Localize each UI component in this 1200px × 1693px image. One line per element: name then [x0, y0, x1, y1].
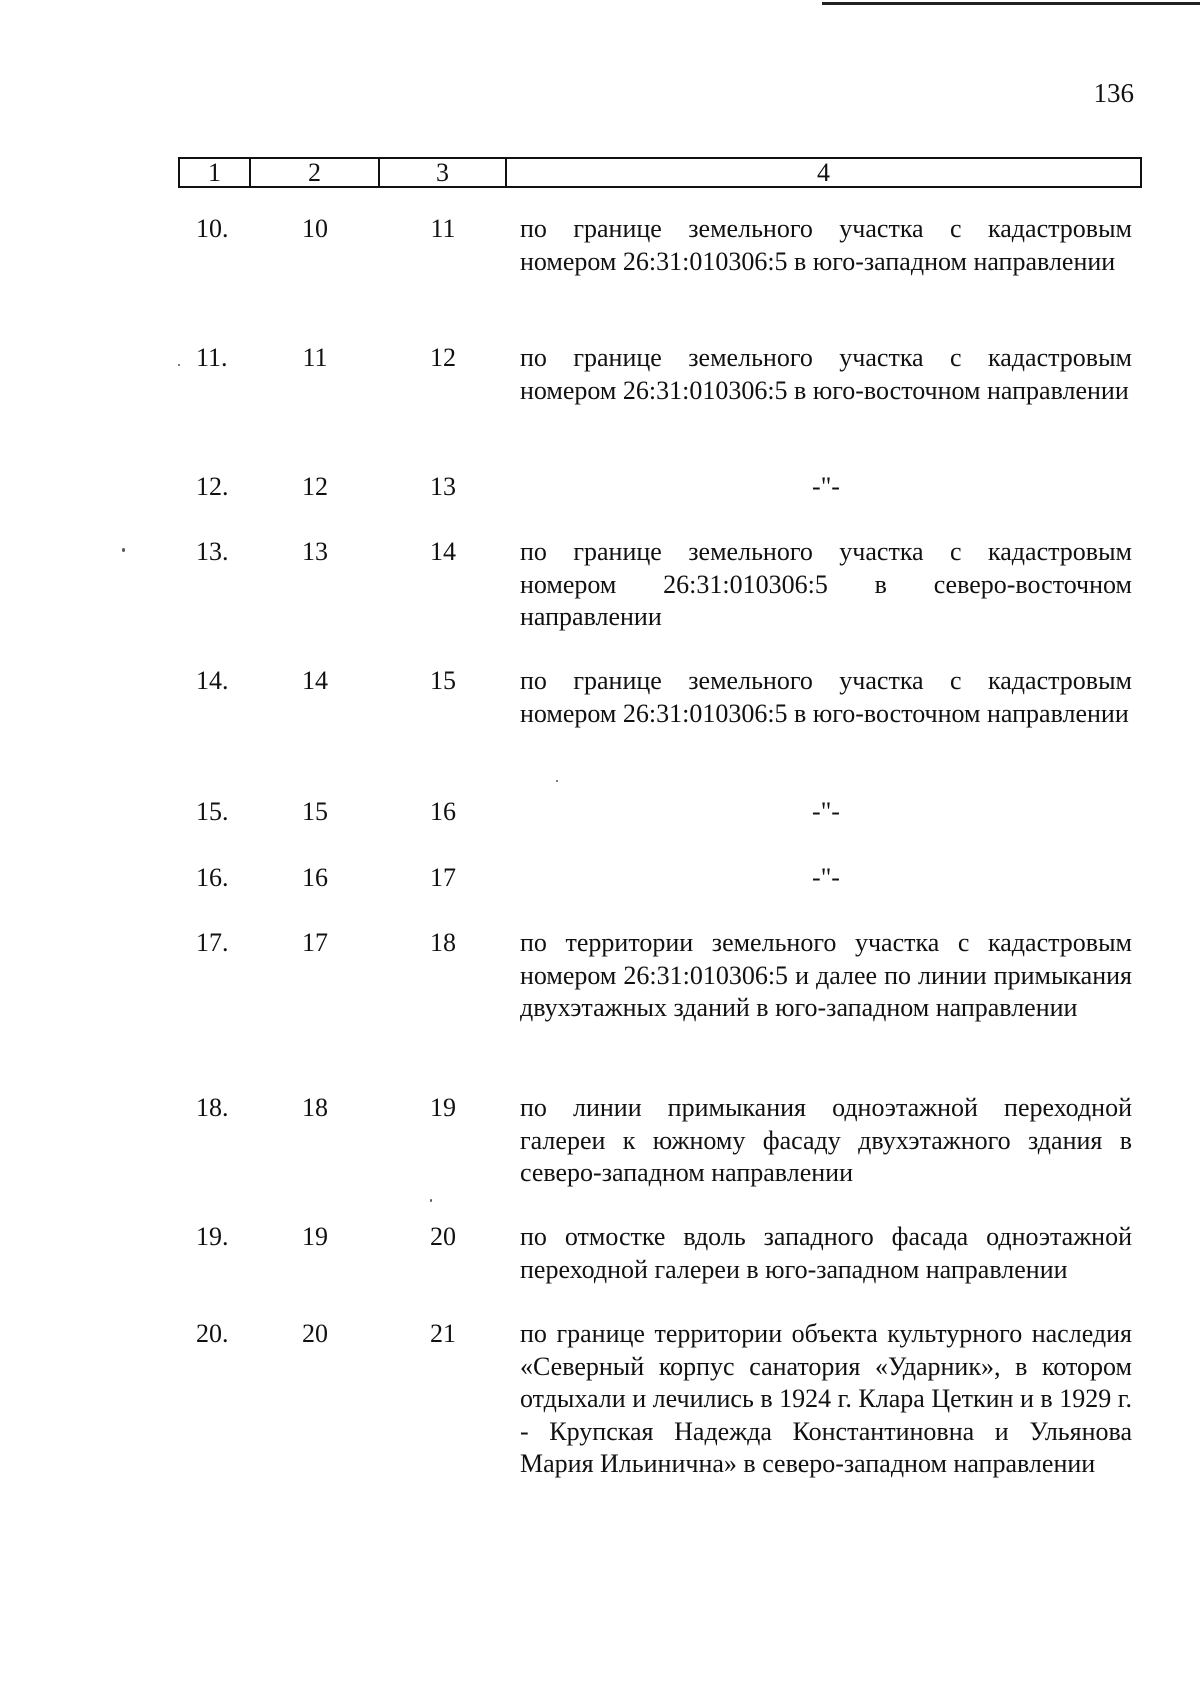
scan-speck — [430, 1199, 432, 1202]
boundary-description: по отмостке вдоль западного фасада одноэтажной переходной галереи в юго-западном направлении — [520, 1222, 1132, 1284]
boundary-description: по границе земельного участка с кадастровым номером 26:31:010306:5 в юго-восточном направлении — [520, 666, 1132, 728]
point-to: 19 — [430, 1093, 456, 1122]
row-number: 19. — [196, 1222, 229, 1251]
point-to: 18 — [430, 928, 456, 957]
point-to: 14 — [430, 537, 456, 566]
boundary-description: по границе земельного участка с кадастровым номером 26:31:010306:5 в северо-восточном направлении — [520, 537, 1132, 631]
point-from: 16 — [302, 863, 328, 892]
point-from: 13 — [302, 537, 328, 566]
scan-speck — [178, 364, 180, 366]
row-number: 13. — [196, 537, 229, 566]
ditto-mark: -"- — [812, 472, 840, 501]
row-number: 18. — [196, 1093, 229, 1122]
point-to: 15 — [430, 666, 456, 695]
point-to: 20 — [430, 1222, 456, 1251]
ditto-mark: -"- — [812, 863, 840, 892]
boundary-description: по границе территории объекта культурного наследия «Северный корпус санатория «Ударник», в котором отдыхали и лечились в 1924 г. Клара Цеткин и в 1929 г. - Крупская Надежда Константиновна и Ульянова Мария Ильинична» в северо-западном направлении — [520, 1319, 1132, 1478]
point-from: 20 — [302, 1319, 328, 1348]
table-header — [178, 157, 1142, 188]
point-from: 11 — [302, 343, 328, 372]
point-from: 14 — [302, 666, 328, 695]
row-number: 10. — [196, 214, 229, 243]
header-cell-1: 1 — [180, 159, 251, 186]
row-number: 15. — [196, 797, 229, 826]
point-to: 17 — [430, 863, 456, 892]
row-number: 11. — [196, 343, 228, 372]
point-to: 16 — [430, 797, 456, 826]
point-from: 18 — [302, 1093, 328, 1122]
ditto-mark: -"- — [812, 797, 840, 826]
header-cell-3: 3 — [380, 159, 507, 186]
point-from: 19 — [302, 1222, 328, 1251]
scan-speck — [122, 548, 125, 552]
boundary-description: по линии примыкания одноэтажной переходной галереи к южному фасаду двухэтажного здания в северо-западном направлении — [520, 1093, 1132, 1187]
point-from: 12 — [302, 472, 328, 501]
row-number: 16. — [196, 863, 229, 892]
header-cell-2: 2 — [251, 159, 380, 186]
point-to: 13 — [430, 472, 456, 501]
row-number: 17. — [196, 928, 229, 957]
boundary-description: по границе земельного участка с кадастровым номером 26:31:010306:5 в юго-западном направлении — [520, 214, 1132, 276]
point-from: 15 — [302, 797, 328, 826]
page-number: 136 — [1093, 78, 1134, 108]
boundary-description: по границе земельного участка с кадастровым номером 26:31:010306:5 в юго-восточном направлении — [520, 343, 1132, 405]
point-to: 11 — [430, 214, 456, 243]
row-number: 12. — [196, 472, 229, 501]
point-from: 17 — [302, 928, 328, 957]
header-cell-4: 4 — [817, 158, 830, 187]
row-number: 20. — [196, 1319, 229, 1348]
scan-speck — [556, 780, 558, 782]
top-rule — [822, 2, 1200, 5]
boundary-description: по территории земельного участка с кадастровым номером 26:31:010306:5 и далее по линии примыкания двухэтажных зданий в юго-западном направлении — [520, 928, 1132, 1022]
point-to: 12 — [430, 343, 456, 372]
point-from: 10 — [302, 214, 328, 243]
point-to: 21 — [430, 1319, 456, 1348]
row-number: 14. — [196, 666, 229, 695]
